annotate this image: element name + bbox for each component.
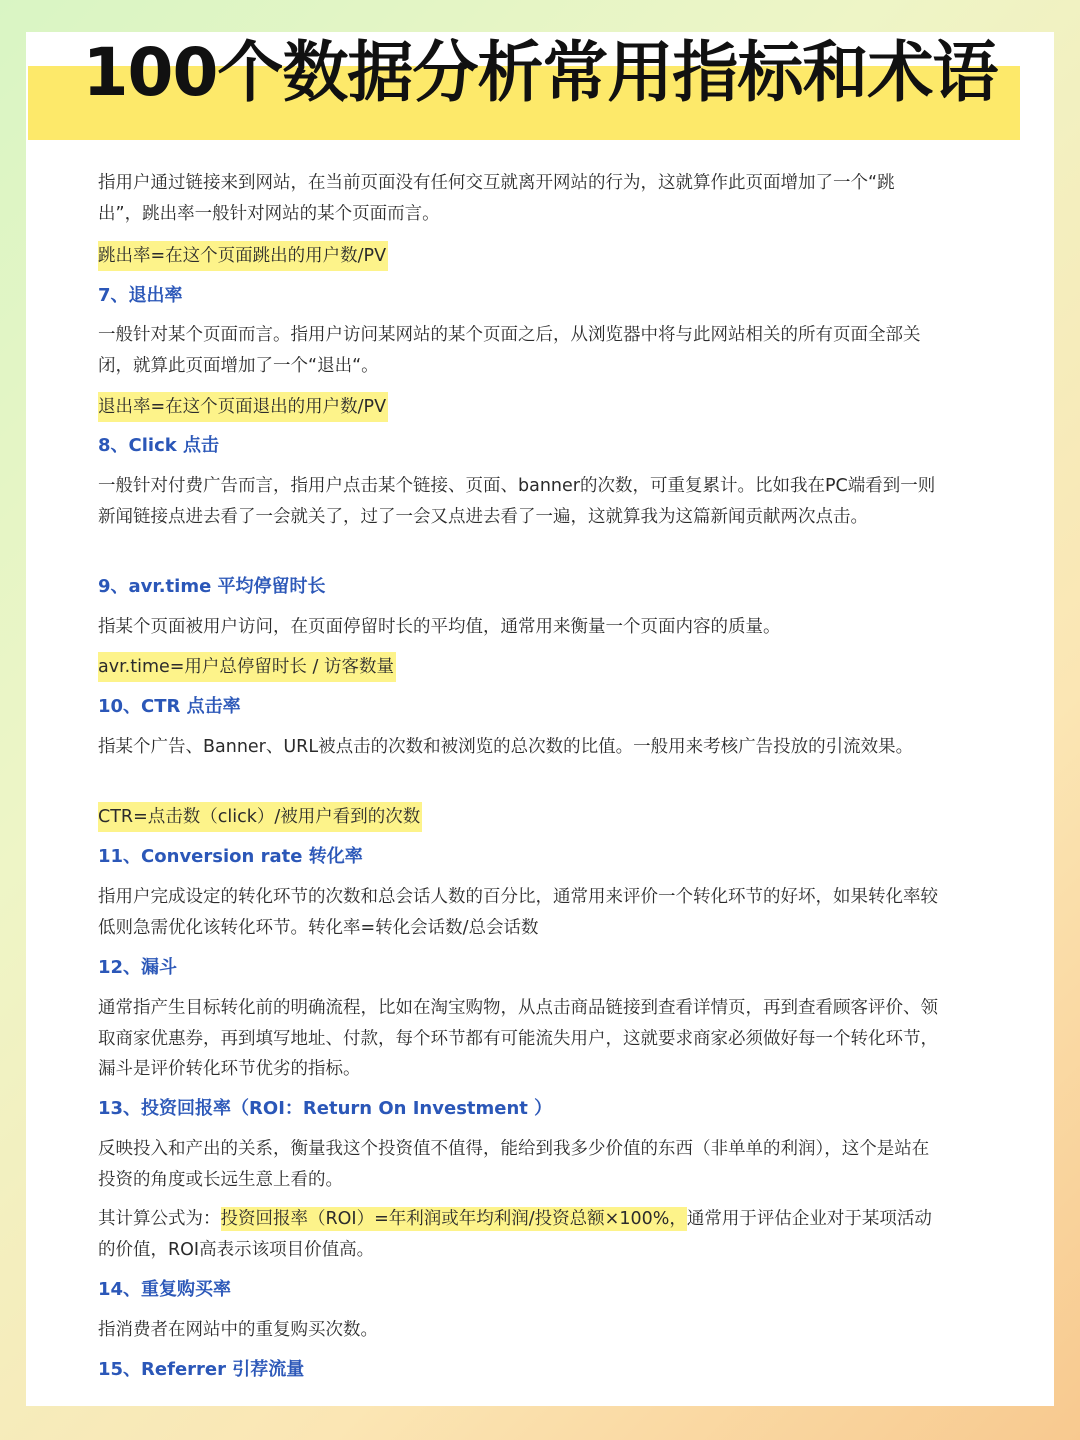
section-9-body bbox=[98, 612, 938, 643]
section-7-formula-block bbox=[98, 392, 938, 422]
section-8-heading: 8、Click 点击 bbox=[98, 435, 219, 456]
section-13-body bbox=[98, 1134, 938, 1195]
intro-formula-block bbox=[98, 241, 938, 271]
section-13-text: 反映投入和产出的关系，衡量我这个投资值不值得，能给到我多少价值的东西（非单单的利润），这个是站在投资的角度或长远生意上看的。 bbox=[98, 1139, 930, 1190]
avr-time-formula: avr.time=用户总停留时长 / 访客数量 bbox=[98, 652, 396, 682]
section-9-text: 指某个页面被用户访问，在页面停留时长的平均值，通常用来衡量一个页面内容的质量。 bbox=[98, 617, 781, 637]
roi-calculation bbox=[98, 1204, 938, 1265]
intro-paragraph bbox=[98, 168, 938, 229]
section-10-heading: 10、CTR 点击率 bbox=[98, 696, 241, 717]
section-12 bbox=[98, 953, 938, 983]
intro-text: 指用户通过链接来到网站，在当前页面没有任何交互就离开网站的行为，这就算作此页面增加了一个“跳出”，跳出率一般针对网站的某个页面而言。 bbox=[98, 173, 895, 224]
section-8-body bbox=[98, 471, 938, 532]
exit-rate-formula: 退出率=在这个页面退出的用户数/PV bbox=[98, 392, 388, 422]
section-12-text: 通常指产生目标转化前的明确流程，比如在淘宝购物，从点击商品链接到查看详情页，再到查看顾客评价、领取商家优惠券，再到填写地址、付款，每个环节都有可能流失用户，这就要求商家必须做好每一个转化环节，漏斗是评价转化环节优劣的指标。 bbox=[98, 998, 938, 1079]
section-10-body bbox=[98, 732, 938, 763]
roi-calc-prefix: 其计算公式为： bbox=[98, 1209, 221, 1229]
section-9-heading: 9、avr.time 平均停留时长 bbox=[98, 576, 326, 597]
section-14-heading: 14、重复购买率 bbox=[98, 1279, 232, 1300]
section-7-body bbox=[98, 320, 938, 381]
section-7 bbox=[98, 281, 938, 311]
section-8-text: 一般针对付费广告而言，指用户点击某个链接、页面、banner的次数，可重复累计。比如我在PC端看到一则新闻链接点进去看了一会就关了，过了一会又点进去看了一遍，这就算我为这篇新闻贡献两次点击。 bbox=[98, 476, 936, 527]
section-11-text: 指用户完成设定的转化环节的次数和总会话人数的百分比，通常用来评价一个转化环节的好坏，如果转化率较低则急需优化该转化环节。转化率=转化会话数/总会话数 bbox=[98, 887, 938, 938]
section-10-formula-block bbox=[98, 802, 938, 832]
section-12-heading: 12、漏斗 bbox=[98, 957, 178, 978]
section-13 bbox=[98, 1094, 938, 1124]
section-11-body bbox=[98, 882, 938, 943]
section-9 bbox=[98, 572, 938, 602]
section-9-formula-block bbox=[98, 652, 938, 682]
roi-calc-suffix: 通常用于评估企业对于某项活动的价值，ROI高表示该项目价值高。 bbox=[98, 1209, 932, 1260]
section-12-body bbox=[98, 993, 938, 1085]
roi-formula: 投资回报率（ROI）=年利润或年均利润/投资总额×100%， bbox=[220, 1209, 687, 1229]
section-10-text: 指某个广告、Banner、URL被点击的次数和被浏览的总次数的比值。一般用来考核广告投放的引流效果。 bbox=[98, 737, 914, 757]
section-11-heading: 11、Conversion rate 转化率 bbox=[98, 846, 363, 867]
section-14-body bbox=[98, 1315, 938, 1346]
page-title: 100个数据分析常用指标和术语 bbox=[82, 34, 998, 111]
section-14-text: 指消费者在网站中的重复购买次数。 bbox=[98, 1320, 378, 1340]
section-14 bbox=[98, 1275, 938, 1305]
section-7-text: 一般针对某个页面而言。指用户访问某网站的某个页面之后，从浏览器中将与此网站相关的所有页面全部关闭，就算此页面增加了一个“退出“。 bbox=[98, 325, 921, 376]
section-15-heading: 15、Referrer 引荐流量 bbox=[98, 1359, 305, 1380]
section-13-calc bbox=[98, 1204, 938, 1265]
bounce-rate-formula: 跳出率=在这个页面跳出的用户数/PV bbox=[98, 241, 388, 271]
section-7-heading: 7、退出率 bbox=[98, 285, 183, 306]
section-8 bbox=[98, 431, 938, 461]
section-15 bbox=[98, 1355, 938, 1385]
ctr-formula: CTR=点击数（click）/被用户看到的次数 bbox=[98, 802, 422, 832]
section-11 bbox=[98, 842, 938, 872]
section-13-heading: 13、投资回报率（ROI：Return On Investment ） bbox=[98, 1098, 553, 1119]
section-10 bbox=[98, 692, 938, 722]
